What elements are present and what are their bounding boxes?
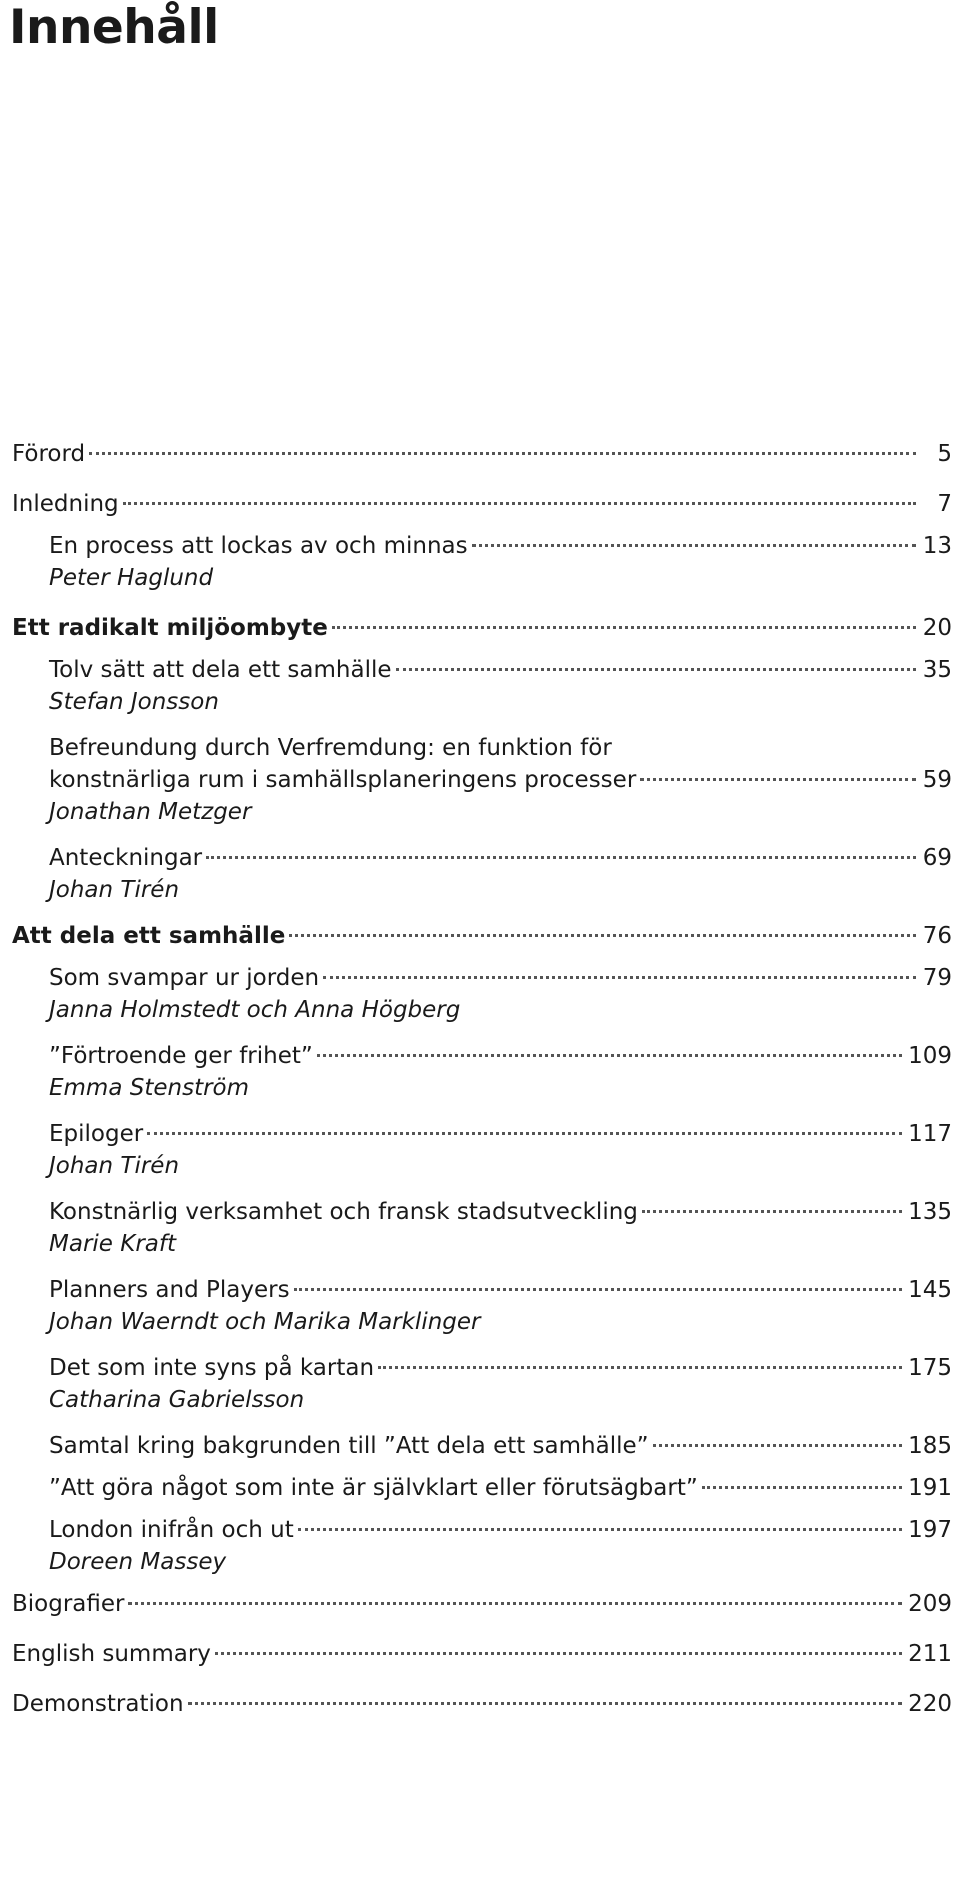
- dot-leader: [332, 626, 916, 629]
- toc-entry: [12, 488, 952, 520]
- toc-entry-author: Jonathan Metzger: [49, 799, 252, 825]
- dot-leader: [653, 1444, 903, 1447]
- toc-entry-row: [12, 438, 952, 470]
- toc-entry-title-line: Befreundung durch Verfremdung: en funktion för: [49, 735, 612, 761]
- page-title: Innehåll: [9, 0, 219, 55]
- toc-entry-row: [12, 920, 952, 952]
- dot-leader: [147, 1132, 902, 1135]
- toc-entry-title: ”Att göra något som inte är självklart eller förutsägbart”: [49, 1475, 698, 1501]
- toc-page-number: 7: [937, 491, 952, 517]
- toc-page-number: 5: [937, 441, 952, 467]
- toc-entry-title: konstnärliga rum i samhällsplaneringens processer: [49, 767, 637, 793]
- toc-entry-title: Anteckningar: [49, 845, 203, 871]
- toc-entry-row: [49, 1196, 952, 1228]
- toc-entry: [12, 1196, 952, 1260]
- toc-entry-row: [49, 1040, 952, 1072]
- dot-leader: [89, 452, 916, 455]
- dot-leader: [128, 1602, 902, 1605]
- toc-entry-author: Catharina Gabrielsson: [49, 1387, 305, 1413]
- toc-page-number: 185: [908, 1433, 952, 1459]
- toc-entry-author: Johan Tirén: [49, 1153, 180, 1179]
- toc-entry-title: Det som inte syns på kartan: [49, 1355, 375, 1381]
- toc-entry: [12, 438, 952, 470]
- dot-leader: [294, 1288, 903, 1291]
- toc-page-number: 20: [922, 615, 952, 641]
- toc-entry-author: Johan Tirén: [49, 877, 180, 903]
- toc-entry-title: English summary: [12, 1641, 211, 1667]
- toc-entry: [12, 732, 952, 828]
- toc-entry-row: [49, 1514, 952, 1546]
- toc-page-number: 211: [908, 1641, 952, 1667]
- toc-entry-row: [49, 764, 952, 796]
- toc-entry: [12, 654, 952, 718]
- toc-entry-row: [49, 1472, 952, 1504]
- toc-entry-title: Att dela ett samhälle: [12, 923, 286, 949]
- toc-page-number: 135: [908, 1199, 952, 1225]
- toc-entry: [12, 920, 952, 952]
- toc-entry-row: [12, 1588, 952, 1620]
- dot-leader: [215, 1652, 902, 1655]
- toc-entry-row: [49, 654, 952, 686]
- toc-entry: [12, 962, 952, 1026]
- toc-entry-row: [12, 612, 952, 644]
- dot-leader: [298, 1528, 902, 1531]
- dot-leader: [289, 934, 916, 937]
- toc-entry-row: [12, 1638, 952, 1670]
- toc-entry: [12, 1514, 952, 1578]
- toc-entry-title: Som svampar ur jorden: [49, 965, 320, 991]
- toc-entry-author: Johan Waerndt och Marika Marklinger: [49, 1309, 481, 1335]
- toc-entry-row: [12, 1688, 952, 1720]
- table-of-contents: [12, 438, 952, 1720]
- toc-entry: [12, 1352, 952, 1416]
- toc-entry-title: Biografier: [12, 1591, 125, 1617]
- toc-entry-author: Peter Haglund: [49, 565, 214, 591]
- toc-entry: [12, 1472, 952, 1504]
- toc-entry-author: Marie Kraft: [49, 1231, 176, 1257]
- toc-entry-title: Konstnärlig verksamhet och fransk stadsutveckling: [49, 1199, 638, 1225]
- toc-entry-row: [49, 1118, 952, 1150]
- toc-page-number: 69: [922, 845, 952, 871]
- toc-entry-title: Samtal kring bakgrunden till ”Att dela ett samhälle”: [49, 1433, 649, 1459]
- toc-entry: [12, 1040, 952, 1104]
- dot-leader: [642, 1210, 902, 1213]
- toc-entry-row: [49, 1430, 952, 1462]
- dot-leader: [206, 856, 916, 859]
- dot-leader: [472, 544, 916, 547]
- toc-entry: [12, 1588, 952, 1620]
- toc-page-number: 145: [908, 1277, 952, 1303]
- toc-entry-title: ”Förtroende ger frihet”: [49, 1043, 313, 1069]
- toc-entry: [12, 1638, 952, 1670]
- dot-leader: [702, 1486, 902, 1489]
- toc-page-number: 109: [908, 1043, 952, 1069]
- toc-page-number: 191: [908, 1475, 952, 1501]
- toc-entry-author: Emma Stenström: [49, 1075, 250, 1101]
- toc-page-number: 13: [922, 533, 952, 559]
- toc-entry-author: Stefan Jonsson: [49, 689, 219, 715]
- toc-entry-title: London inifrån och ut: [49, 1517, 294, 1543]
- toc-page-number: 209: [908, 1591, 952, 1617]
- toc-entry-title: Ett radikalt miljöombyte: [12, 615, 328, 641]
- toc-entry: [12, 842, 952, 906]
- toc-entry: [12, 1118, 952, 1182]
- dot-leader: [640, 778, 916, 781]
- toc-page-number: 220: [908, 1691, 952, 1717]
- toc-entry: [12, 1688, 952, 1720]
- toc-entry-title: Tolv sätt att dela ett samhälle: [49, 657, 392, 683]
- toc-entry: [12, 530, 952, 594]
- toc-entry-row: [49, 962, 952, 994]
- toc-page-number: 175: [908, 1355, 952, 1381]
- toc-entry-title: Epiloger: [49, 1121, 144, 1147]
- dot-leader: [396, 668, 916, 671]
- toc-page-number: 79: [922, 965, 952, 991]
- toc-entry-title: Demonstration: [12, 1691, 184, 1717]
- dot-leader: [188, 1702, 903, 1705]
- toc-entry-author: Janna Holmstedt och Anna Högberg: [49, 997, 461, 1023]
- toc-entry-row: [12, 488, 952, 520]
- toc-entry-row: [49, 1274, 952, 1306]
- dot-leader: [317, 1054, 902, 1057]
- toc-entry-author: Doreen Massey: [49, 1549, 227, 1575]
- toc-page-number: 35: [922, 657, 952, 683]
- toc-entry-row: [49, 530, 952, 562]
- toc-page-number: 76: [922, 923, 952, 949]
- toc-entry-row: [49, 842, 952, 874]
- toc-entry-title: En process att lockas av och minnas: [49, 533, 468, 559]
- toc-entry-title: Inledning: [12, 491, 119, 517]
- toc-entry-row: [49, 1352, 952, 1384]
- toc-entry-title: Förord: [12, 441, 86, 467]
- dot-leader: [123, 502, 916, 505]
- toc-entry-title: Planners and Players: [49, 1277, 290, 1303]
- toc-entry: [12, 1274, 952, 1338]
- dot-leader: [378, 1366, 902, 1369]
- toc-page-number: 59: [922, 767, 952, 793]
- toc-page-number: 197: [908, 1517, 952, 1543]
- dot-leader: [323, 976, 916, 979]
- toc-page-number: 117: [908, 1121, 952, 1147]
- toc-entry: [12, 1430, 952, 1462]
- toc-entry: [12, 612, 952, 644]
